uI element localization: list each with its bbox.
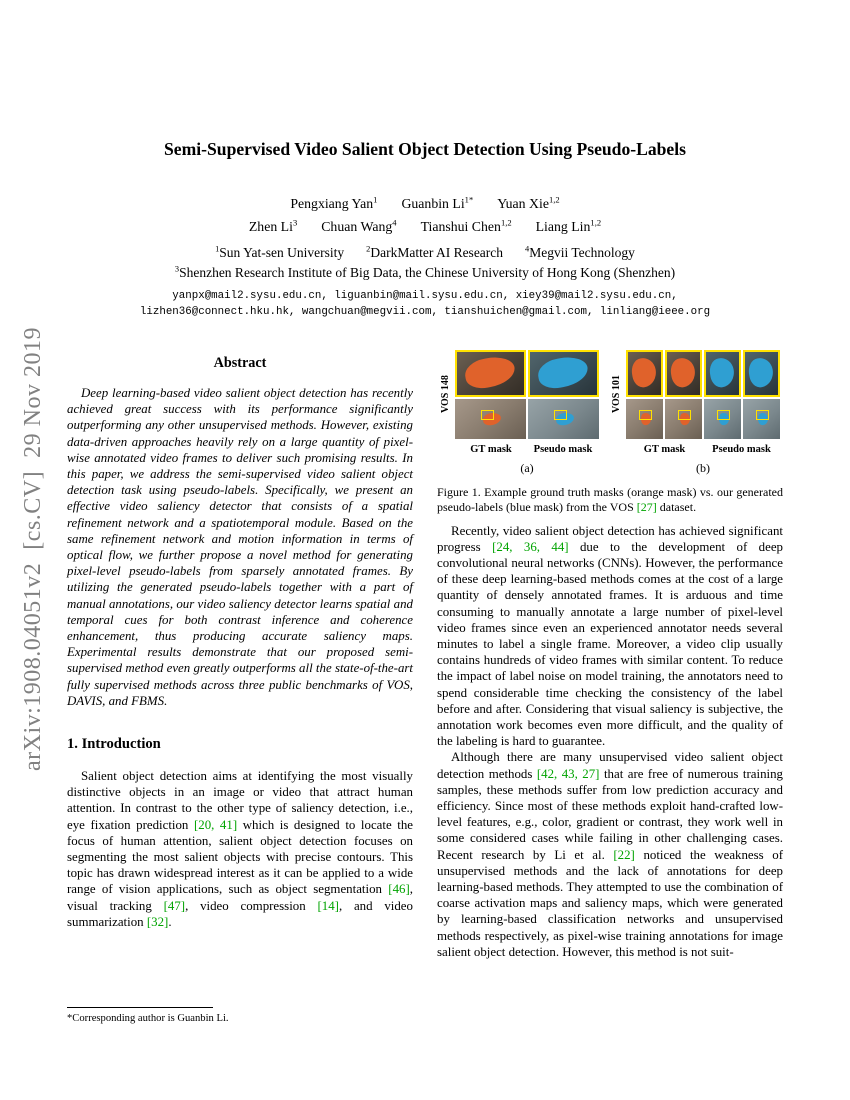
figure-column-labels [626,444,780,455]
author-line-2 [0,219,850,235]
paper-title: Semi-Supervised Video Salient Object Detection Using Pseudo-Labels [164,139,686,159]
figure-crop-row [626,350,780,397]
figure-crop-image [665,350,702,397]
gt-mask-region [669,357,698,390]
highlight-box [717,410,730,420]
figure-side-label: VOS 101 [611,375,622,414]
affiliation: $^3$Shenzhen Research Institute of Big Data, the Chinese University of Hong Kong (Shenzhen) [174,264,676,280]
abstract-text: Deep learning-based video salient object detection has recently achieved great success with its performance significantly outperforming any other unsupervised methods. However, existing data-driven approaches heavily rely on a large quantity of pixel-wise annotated video frames to deliver such promising results. In this paper, we address the semi-supervised video salient object detection task using pseudo-labels. Specifically, we present an effective video saliency detector that consists of a spatial refinement network and a spatiotemporal module. Based on the same refinement network and motion information in terms of optical flow, we further propose a novel method for generating pixel-level pseudo-labels from sparsely annotated frames. By utilizing the generated pseudo-labels together with a part of manual annotations, our video saliency detector learns spatial and temporal cues for both contrast inference and coherence enhancement, thus producing accurate saliency maps. Experimental results demonstrate that our proposed semi-supervised method even greatly outperforms all the state-of-the-art fully supervised methods across three public benchmarks of VOS, DAVIS, and FBMS. [67,386,413,708]
affiliation: $^2$DarkMatter AI Research [366,244,504,260]
citation-link[interactable]: [32] [146,914,169,929]
email-line-2: lizhen36@connect.hku.hk, wangchuan@megvii.com, tianshuichen@gmail.com, linliang@ieee.org [139,306,711,318]
figure-crop-image [626,350,663,397]
author-name: Yuan Xie$^{1,2}$ [497,194,560,211]
figure-column-label: Pseudo mask [533,444,593,455]
figure-column-labels [455,444,599,455]
figure-1 [437,350,783,515]
abstract-heading: Abstract [213,355,267,371]
pseudo-mask-region [747,357,776,390]
section-heading-introduction: 1. Introduction [67,736,161,753]
author-name: Tianshui Chen$^{1,2}$ [420,217,512,234]
figure-crop-image [455,350,526,397]
highlight-box [756,410,769,420]
citation-link[interactable]: [47] [163,898,186,913]
figure-frame-image [626,399,663,439]
footnote [67,1007,413,1024]
figure-side-label: VOS 148 [440,375,451,414]
left-column [67,355,413,930]
highlight-box [678,410,691,420]
citation-link[interactable]: [24, 36, 44] [492,539,569,554]
affiliation: $^1$Sun Yat-sen University [215,244,345,260]
figure-grid [626,350,780,476]
highlight-box [554,410,567,420]
citation-link[interactable]: [14] [317,898,339,913]
author-name: Guanbin $Li^{1*}$ [401,194,474,211]
pseudo-mask-region [708,357,737,390]
citation-link[interactable]: [22] [613,847,635,862]
email-line-1: yanpx@mail2.sysu.edu.cn, liguanbin@mail.sysu.edu.cn, xiey39@mail2.sysu.edu.cn, [172,290,678,302]
figure-crop-row [455,350,599,397]
gt-mask-region [630,357,659,390]
citation-link[interactable]: [42, 43, 27] [536,766,600,781]
highlight-box [481,410,494,420]
introduction-paragraph: Salient object detection aims at identifying the most visually distinctive objects in an image or video that attract human attention. In contrast to the other type of saliency detection, i.e., eye fixation prediction [20, 41] which is designed to locate the focus of human attention, salient object detection focuses on segmenting the most salient objects with precise contours. This topic has drawn widespread interest as it can be applied to a wide range of vision applications, such as object segmentation [46], visual tracking [47], video compression [14], and video summarization [32]. [67,769,414,929]
footnote-text: *Corresponding author is Guanbin Li. [67,1013,229,1024]
figure-frame-image [455,399,526,439]
citation-link[interactable]: [46] [388,882,410,897]
figure-column-label: GT mask [643,444,686,455]
affiliation-line-1 [0,245,850,261]
figure-column-label: Pseudo mask [712,444,771,455]
figure-frame-image [665,399,702,439]
figure-crop-image [704,350,741,397]
figure-crop-image [528,350,599,397]
affiliation-line-2 [0,265,850,281]
figure-frame-image [528,399,599,439]
pseudo-mask-region [536,354,590,391]
figure-1-caption: Figure 1. Example ground truth masks (orange mask) vs. our generated pseudo-labels (blue mask) from the VOS [27] dataset. [437,485,783,514]
figure-1-images [437,350,783,476]
figure-frame-image [704,399,741,439]
author-name: Zhen Li$^3$ [248,217,298,234]
figure-frame-row [626,399,780,439]
affiliation: $^4$Megvii Technology [525,244,635,260]
gt-mask-region [463,354,517,391]
paper-header [0,139,850,318]
figure-column-label: GT mask [470,444,512,455]
right-column [437,350,783,960]
figure-subfigure-label: (b) [696,461,710,475]
figure-frame-row [455,399,599,439]
citation-link[interactable]: [27] [636,499,657,514]
author-name: Pengxiang Yan$^1$ [290,194,378,211]
author-name: Chuan Wang$^4$ [321,217,397,234]
figure-group-b [611,350,780,476]
arxiv-watermark: arXiv:1908.04051v2 [cs.CV] 29 Nov 2019 [20,327,46,771]
author-name: Liang Lin$^{1,2}$ [535,217,602,234]
body-paragraph-1: Recently, video salient object detection has achieved significant progress [24, 36, 44] due to the development of deep convolutional neural networks (CNNs). However, the performance of these deep learning-based methods comes at the cost of a large quantity of densely annotated frames. It is arduous and time consuming to manually annotate a large number of pixel-level video frames since even an experienced annotator needs several minutes to label a single frame. Moreover, a video clip usually contains hundreds of video frames with similar content. To reduce the impact of label noise on model training, the annotators need to spend considerable time checking the consistency of the label before and after. Considering that visual saliency is subjective, the annotation work becomes even more difficult, and the quality of the labeling is hard to guarantee. [437,523,783,749]
figure-group-a [440,350,599,476]
figure-frame-image [743,399,780,439]
body-paragraph-2: Although there are many unsupervised video salient object detection methods [42, 43, 27] that are free of numerous training samples, these methods suffer from low prediction accuracy and efficiency. Since most of these methods exploit hand-crafted low-level features, e.g., color, gradient or contrast, they work well in some considered cases while failing in other challenging cases. Recent research by Li et al. [22] noticed the weakness of unsupervised methods and the lack of annotations for deep learning-based methods. They attempted to use the combination of coarse activation maps and saliency maps, which were generated by learning-based classification networks and unsupervised methods respectively, as pixel-wise training annotations for image salient object detection. However, this method is not suit- [437,750,784,959]
author-line-1 [0,196,850,212]
citation-link[interactable]: [20, 41] [193,817,238,832]
highlight-box [639,410,652,420]
figure-grid [455,350,599,476]
figure-crop-image [743,350,780,397]
figure-subfigure-label: (a) [520,461,534,475]
footnote-rule [67,1007,213,1008]
